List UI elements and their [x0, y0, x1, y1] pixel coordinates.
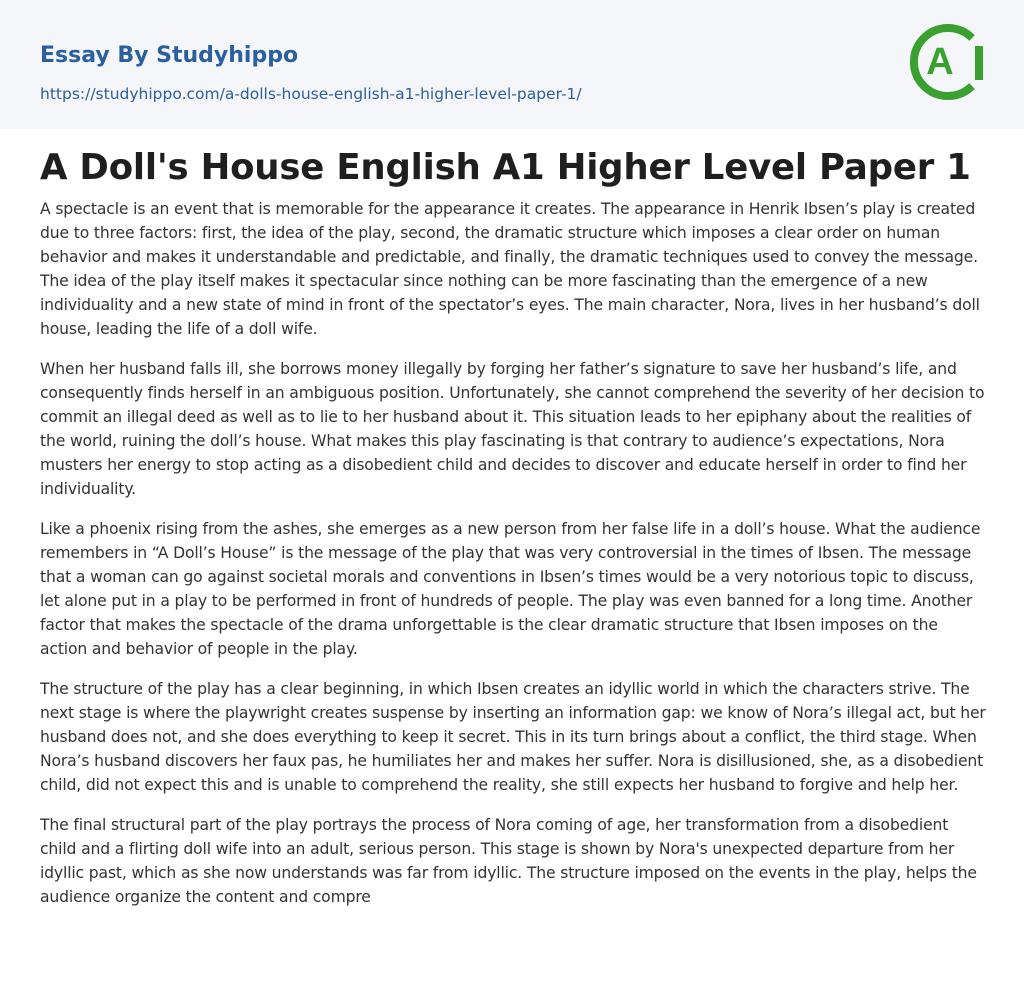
article-paragraph: A spectacle is an event that is memorable for the appearance it creates. The appearance in Henrik Ibsen’s play is created due to three factors: first, the idea of the play, second, the dramatic structure which imposes a clear order on human behavior and makes it understandable and predictable, and finally, the dramatic techniques used to convey the message. The idea of the play itself makes it spectacular since nothing can be more fascinating than the emergence of a new individuality and a new state of mind in front of the spectator’s eyes. The main character, Nora, lives in her husband’s doll house, leading the life of a doll wife.: [40, 200, 980, 338]
logo-ring-bar: [975, 46, 983, 80]
logo-letter: A: [926, 41, 954, 83]
site-brand[interactable]: Essay By Studyhippo: [40, 43, 299, 68]
article-paragraph: The final structural part of the play portrays the process of Nora coming of age, her transformation from a disobedient child and a flirting doll wife into an adult, serious person. This stage is shown by Nora's unexpected departure from her idyllic past, which as she now understands was far from idyllic. The structure imposed on the events in the play, helps the audience organize the content and compre: [40, 816, 977, 906]
article-url-link[interactable]: https://studyhippo.com/a-dolls-house-english-a1-higher-level-paper-1/: [40, 85, 582, 103]
article-paragraph: When her husband falls ill, she borrows money illegally by forging her father’s signature to save her husband’s life, and consequently finds herself in an ambiguous position. Unfortunately, she cannot comprehend the severity of her decision to commit an illegal deed as well as to lie to her husband about it. This situation leads to her epiphany about the realities of the world, ruining the doll’s house. What makes this play fascinating is that contrary to audience’s expectations, Nora musters her energy to stop acting as a disobedient child and decides to discover and educate herself in order to find her individuality.: [40, 360, 985, 498]
article-body: [40, 143, 986, 925]
article-title: A Doll's House English A1 Higher Level Paper 1: [40, 147, 971, 188]
site-header: [0, 0, 1024, 129]
studyhippo-logo-icon[interactable]: [906, 18, 986, 106]
article-paragraph: Like a phoenix rising from the ashes, she emerges as a new person from her false life in a doll’s house. What the audience remembers in “A Doll’s House” is the message of the play that was very controversial in the times of Ibsen. The message that a woman can go against societal morals and conventions in Ibsen’s times would be a very notorious topic to discuss, let alone put in a play to be performed in front of hundreds of people. The play was even banned for a long time. Another factor that makes the spectacle of the drama unforgettable is the clear dramatic structure that Ibsen imposes on the action and behavior of people in the play.: [40, 520, 981, 658]
article-paragraph: The structure of the play has a clear beginning, in which Ibsen creates an idyllic world in which the characters strive. The next stage is where the playwright creates suspense by inserting an information gap: we know of Nora’s illegal act, but her husband does not, and she does everything to keep it secret. This in its turn brings about a conflict, the third stage. When Nora’s husband discovers her faux pas, he humiliates her and makes her suffer. Nora is disillusioned, she, as a disobedient child, did not expect this and is unable to comprehend the reality, she still expects her husband to forgive and help her.: [40, 680, 986, 794]
